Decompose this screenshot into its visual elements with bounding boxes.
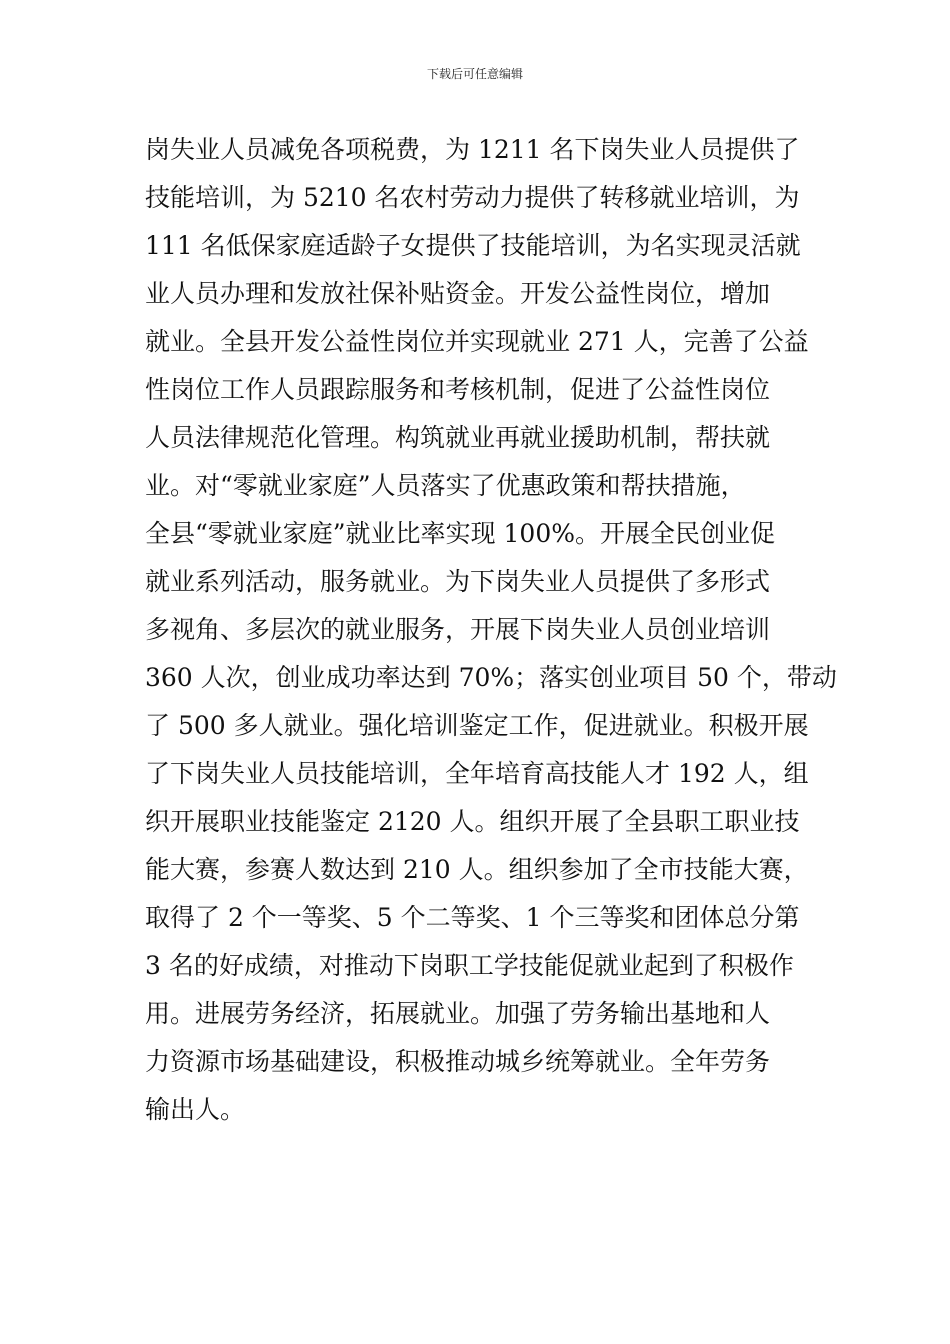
text-line: 就业系列活动，服务就业。为下岗失业人员提供了多形式	[145, 567, 771, 596]
text-line: 能大赛，参赛人数达到 210 人。组织参加了全市技能大赛，	[145, 855, 809, 884]
text-line: 业。对“零就业家庭”人员落实了优惠政策和帮扶措施，	[145, 471, 746, 500]
text-line: 输出人。	[145, 1095, 246, 1124]
text-line: 取得了 2 个一等奖、5 个二等奖、1 个三等奖和团体总分第	[145, 903, 800, 932]
text-line: 用。进展劳务经济，拓展就业。加强了劳务输出基地和人	[145, 999, 771, 1028]
text-line: 力资源市场基础建设，积极推动城乡统筹就业。全年劳务	[145, 1047, 771, 1076]
text-line: 业人员办理和发放社保补贴资金。开发公益性岗位，增加	[145, 279, 771, 308]
text-line: 技能培训，为 5210 名农村劳动力提供了转移就业培训，为	[145, 183, 800, 212]
header-note: 下载后可任意编辑	[426, 67, 523, 81]
text-line: 了下岗失业人员技能培训，全年培育高技能人才 192 人，组	[145, 759, 809, 788]
text-line: 360 人次，创业成功率达到 70%；落实创业项目 50 个，带动	[145, 663, 837, 692]
text-line: 织开展职业技能鉴定 2120 人。组织开展了全县职工职业技	[145, 807, 800, 836]
text-line: 人员法律规范化管理。构筑就业再就业援助机制，帮扶就	[145, 423, 771, 452]
text-line: 3 名的好成绩，对推动下岗职工学技能促就业起到了积极作	[145, 951, 794, 980]
text-line: 全县“零就业家庭”就业比率实现 100%。开展全民创业促	[145, 519, 775, 548]
body-paragraph	[145, 126, 837, 1134]
text-line: 就业。全县开发公益性岗位并实现就业 271 人，完善了公益	[145, 327, 809, 356]
text-line: 多视角、多层次的就业服务，开展下岗失业人员创业培训	[145, 615, 771, 644]
text-line: 了 500 多人就业。强化培训鉴定工作，促进就业。积极开展	[145, 711, 809, 740]
text-line: 岗失业人员减免各项税费，为 1211 名下岗失业人员提供了	[145, 135, 800, 164]
text-line: 111 名低保家庭适龄子女提供了技能培训，为名实现灵活就	[145, 231, 801, 260]
text-line: 性岗位工作人员跟踪服务和考核机制，促进了公益性岗位	[145, 375, 771, 404]
